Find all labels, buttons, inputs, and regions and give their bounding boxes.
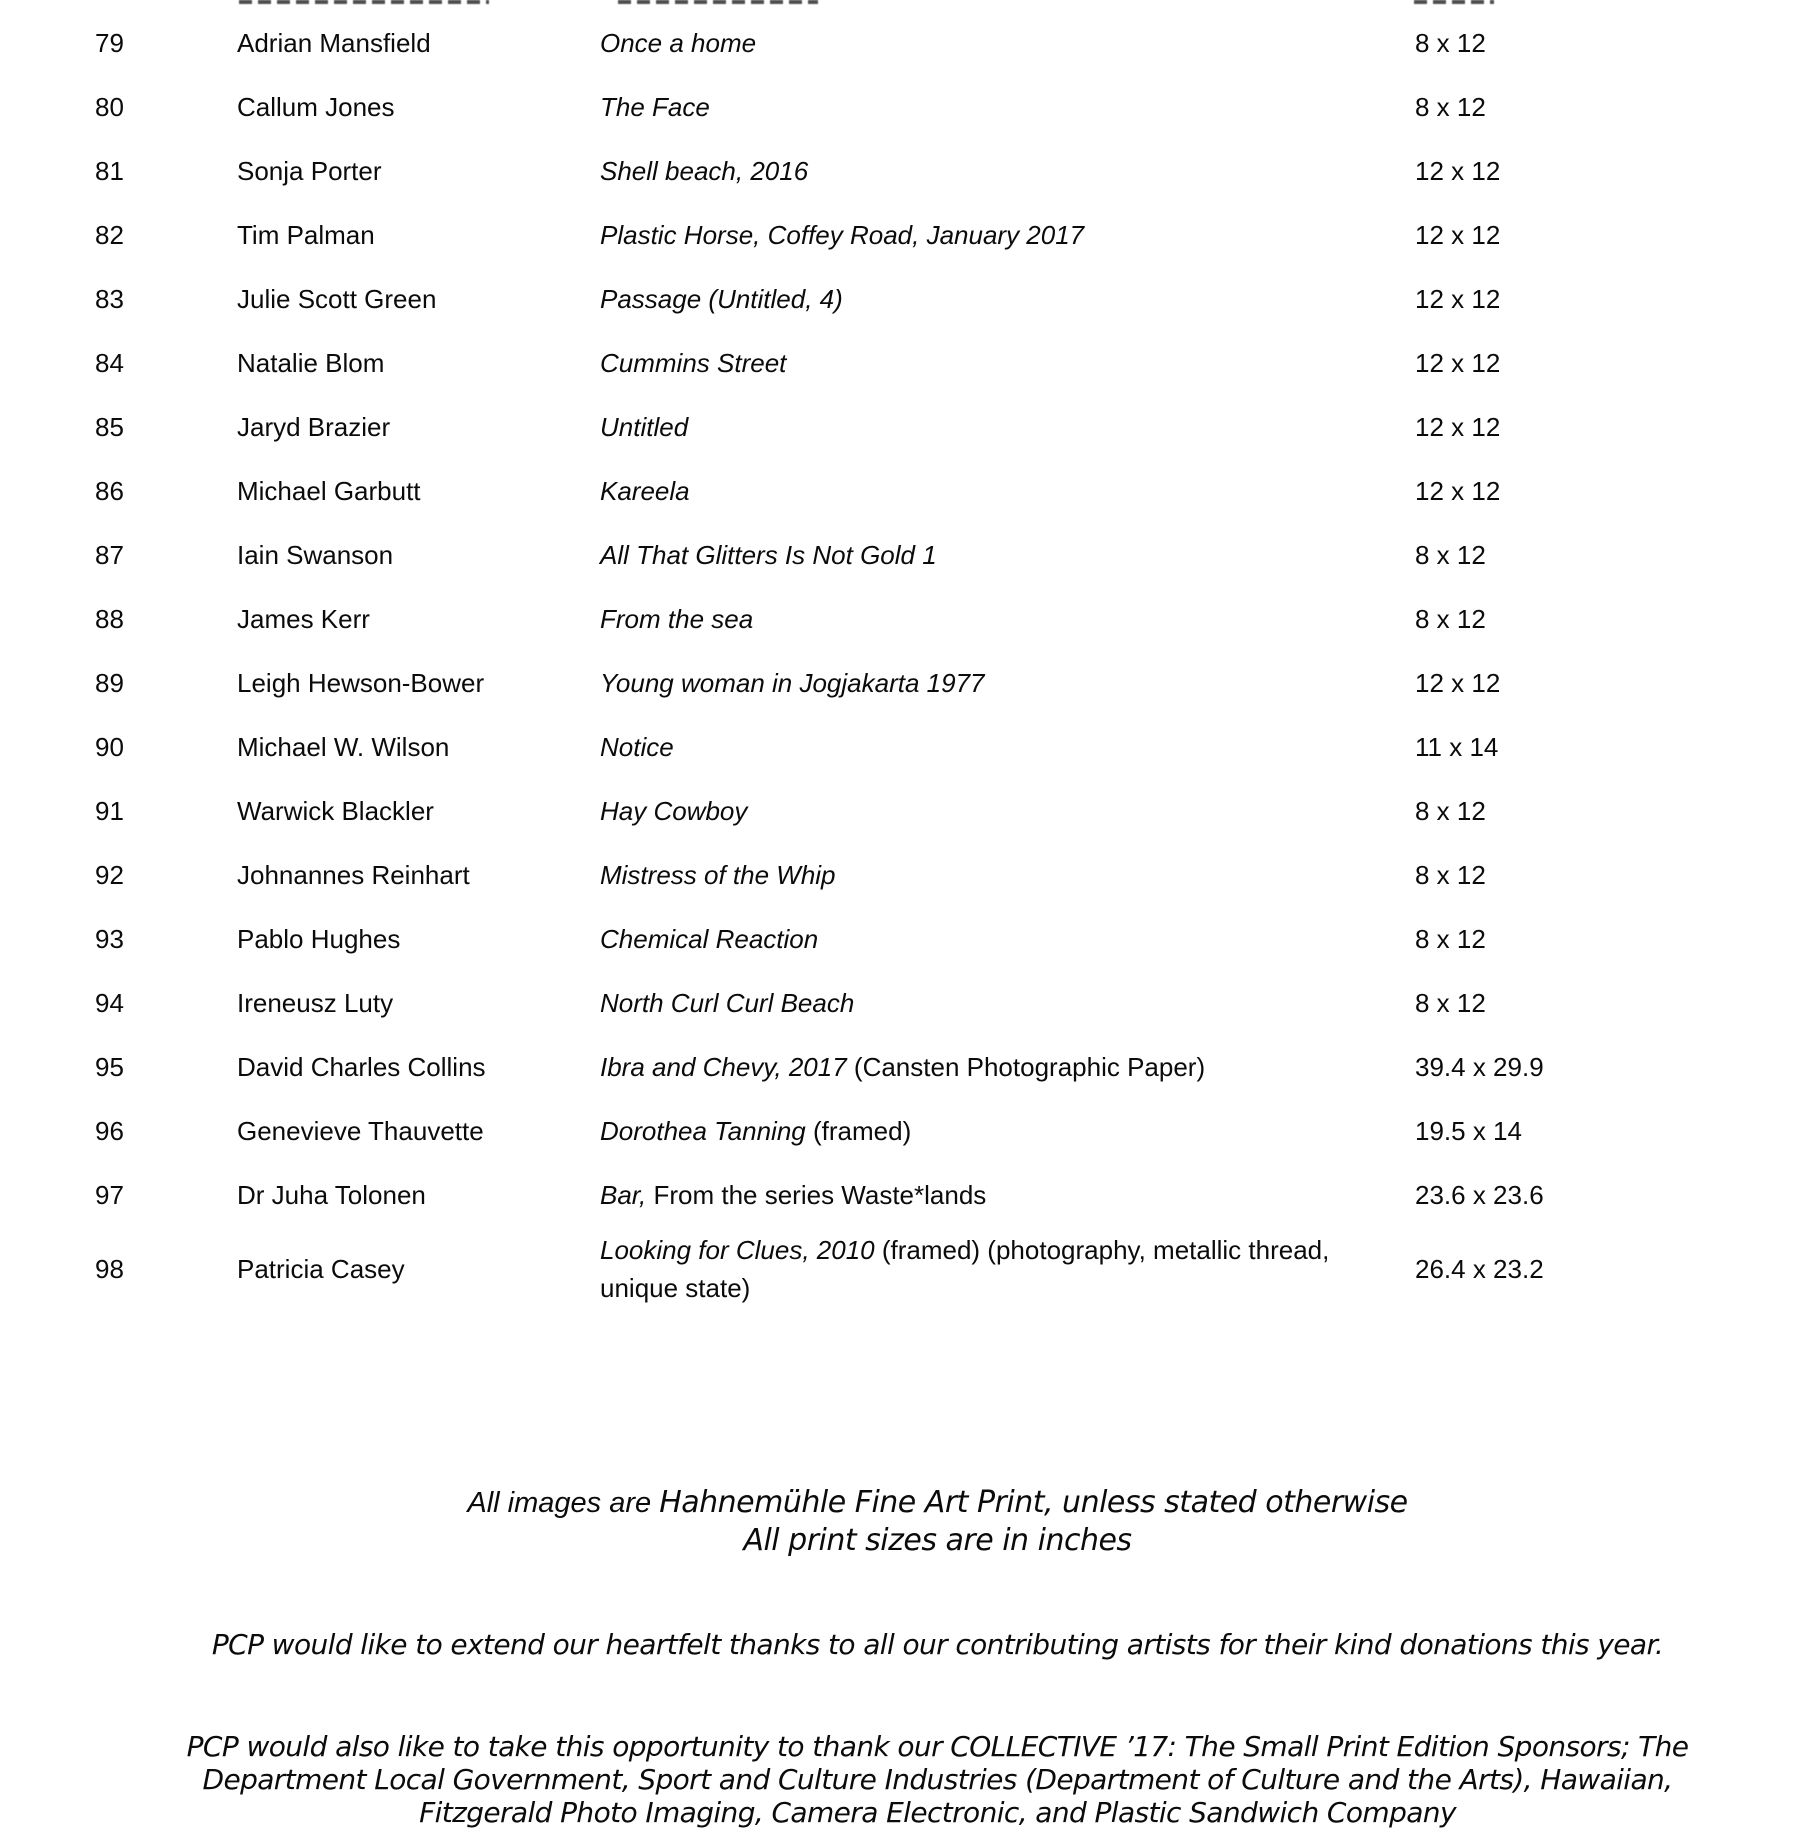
print-info-note [65,1484,1810,1559]
print-size: 12 x 12 [1415,156,1501,186]
artist-name: Sonja Porter [237,156,382,186]
print-size: 8 x 12 [1415,540,1486,570]
clipped-row-remnant [239,0,489,4]
print-size: 26.4 x 23.2 [1415,1254,1544,1284]
table-row [0,139,1810,203]
print-size: 19.5 x 14 [1415,1116,1522,1146]
print-info-line1-prefix: All images are [467,1487,660,1519]
table-row [0,715,1810,779]
artwork-title-italic-part: Looking for Clues, 2010 [600,1235,875,1265]
artwork-title [600,408,1370,446]
print-info-line1 [65,1484,1810,1522]
artist-name: David Charles Collins [237,1052,486,1082]
print-size: 8 x 12 [1415,92,1486,122]
print-size: 12 x 12 [1415,348,1501,378]
print-size: 12 x 12 [1415,476,1501,506]
artwork-title-regular-part: From the series Waste*lands [646,1180,987,1210]
table-row [0,1163,1810,1227]
artwork-number: 79 [95,28,124,58]
artwork-title-italic-part: Hay Cowboy [600,796,748,826]
artwork-number: 97 [95,1180,124,1210]
artwork-title [600,792,1370,830]
artwork-title-italic-part: Untitled [600,412,689,442]
clipped-row-remnant [1414,0,1494,4]
print-size: 12 x 12 [1415,220,1501,250]
artist-name: Natalie Blom [237,348,385,378]
artwork-title [600,24,1370,62]
table-row [0,651,1810,715]
artwork-title [600,152,1370,190]
artwork-title-italic-part: Young woman in Jogjakarta 1977 [600,668,985,698]
artwork-title [600,1112,1370,1150]
artwork-title [600,88,1370,126]
artwork-number: 96 [95,1116,124,1146]
table-row [0,331,1810,395]
artwork-title [600,280,1370,318]
artist-name: Leigh Hewson-Bower [237,668,485,698]
artwork-title-italic-part: Dorothea Tanning [600,1116,806,1146]
artwork-title [600,536,1370,574]
artwork-title-italic-part: Notice [600,732,674,762]
artwork-number: 98 [95,1254,124,1284]
artwork-number: 95 [95,1052,124,1082]
artwork-title-italic-part: North Curl Curl Beach [600,988,855,1018]
artwork-number: 82 [95,220,124,250]
artwork-title-italic-part: Kareela [600,476,690,506]
table-row [0,11,1810,75]
artwork-title [600,728,1370,766]
artwork-title [600,984,1370,1022]
artwork-title-italic-part: From the sea [600,604,754,634]
artwork-title-italic-part: Ibra and Chevy, 2017 [600,1052,847,1082]
artist-name: Tim Palman [237,220,375,250]
table-row [0,1227,1810,1311]
artwork-title [600,664,1370,702]
artwork-title [600,1176,1370,1214]
artwork-number: 81 [95,156,124,186]
artwork-title-italic-part: Once a home [600,28,757,58]
print-size: 11 x 14 [1415,732,1499,762]
artist-name: Julie Scott Green [237,284,437,314]
artwork-title-regular-part: (Cansten Photographic Paper) [846,1052,1206,1082]
table-row [0,1099,1810,1163]
print-info-line2: All print sizes are in inches [743,1523,1132,1558]
print-size: 8 x 12 [1415,988,1486,1018]
artwork-number: 89 [95,668,124,698]
artist-name: Jaryd Brazier [237,412,391,442]
artwork-number: 91 [95,796,124,826]
artist-name: Johnannes Reinhart [237,860,470,890]
artist-name: Dr Juha Tolonen [237,1180,426,1210]
artwork-number: 88 [95,604,124,634]
table-row [0,395,1810,459]
artwork-number: 93 [95,924,124,954]
artwork-title-italic-part: Mistress of the Whip [600,860,836,890]
clipped-row-remnant [618,0,818,4]
artwork-title [600,1048,1370,1086]
artist-name: Michael W. Wilson [237,732,450,762]
artwork-title [600,216,1370,254]
artist-name: Warwick Blackler [237,796,434,826]
artwork-title [600,344,1370,382]
artist-name: Michael Garbutt [237,476,421,506]
print-size: 8 x 12 [1415,796,1486,826]
artwork-number: 90 [95,732,124,762]
artwork-number: 92 [95,860,124,890]
artist-name: Iain Swanson [237,540,394,570]
artist-name: Callum Jones [237,92,395,122]
print-size: 12 x 12 [1415,412,1501,442]
table-row [0,267,1810,331]
artwork-number: 86 [95,476,124,506]
table-row [0,779,1810,843]
print-size: 8 x 12 [1415,28,1486,58]
artwork-number: 83 [95,284,124,314]
artist-name: Patricia Casey [237,1254,405,1284]
table-row [0,1035,1810,1099]
artist-name: Genevieve Thauvette [237,1116,484,1146]
artwork-number: 85 [95,412,124,442]
table-row [0,587,1810,651]
print-size: 12 x 12 [1415,284,1501,314]
artwork-title-italic-part: Plastic Horse, Coffey Road, January 2017 [600,220,1085,250]
artist-name: Ireneusz Luty [237,988,394,1018]
artwork-number: 87 [95,540,124,570]
artwork-title [600,600,1370,638]
table-row [0,523,1810,587]
artwork-list [0,11,1810,1311]
artwork-title [600,1231,1370,1307]
table-row [0,203,1810,267]
table-row [0,843,1810,907]
artwork-title-italic-part: Shell beach, 2016 [600,156,809,186]
thanks-sponsors-text: PCP would also like to take this opportunity to thank our COLLECTIVE ’17: The Small Print Edition Sponsors; The Department Local Government, Sport and Culture Industries (Department of Culture and the Arts), Hawaiian, Fitzgerald Photo Imaging, Camera Electronic, and Plastic Sandwich Company [186,1730,1689,1829]
print-size: 39.4 x 29.9 [1415,1052,1544,1082]
artist-name: Pablo Hughes [237,924,401,954]
artwork-title [600,856,1370,894]
artwork-title [600,472,1370,510]
artwork-number: 94 [95,988,124,1018]
table-row [0,971,1810,1035]
print-size: 12 x 12 [1415,668,1501,698]
artwork-number: 84 [95,348,124,378]
table-row [0,75,1810,139]
thanks-artists-paragraph [65,1628,1810,1662]
thanks-sponsors-paragraph [65,1730,1810,1829]
print-size: 23.6 x 23.6 [1415,1180,1544,1210]
artist-name: Adrian Mansfield [237,28,431,58]
artwork-title-italic-part: All That Glitters Is Not Gold 1 [600,540,937,570]
artwork-title-italic-part: Passage (Untitled, 4) [600,284,843,314]
artwork-title-italic-part: The Face [600,92,710,122]
artwork-title [600,920,1370,958]
artwork-title-regular-part: (framed) (photography, metallic thread, unique state) [600,1235,1330,1303]
print-size: 8 x 12 [1415,924,1486,954]
artwork-number: 80 [95,92,124,122]
artwork-title-italic-part: Cummins Street [600,348,787,378]
print-size: 8 x 12 [1415,604,1486,634]
artwork-title-regular-part: (framed) [805,1116,912,1146]
table-row [0,907,1810,971]
print-size: 8 x 12 [1415,860,1486,890]
artist-name: James Kerr [237,604,370,634]
table-row [0,459,1810,523]
artwork-title-italic-part: Chemical Reaction [600,924,819,954]
artwork-title-italic-part: Bar, [600,1180,647,1210]
thanks-artists-text: PCP would like to extend our heartfelt thanks to all our contributing artists for their kind donations this year. [211,1628,1664,1661]
print-info-line1-main: Hahnemühle Fine Art Print, unless stated otherwise [659,1485,1408,1520]
